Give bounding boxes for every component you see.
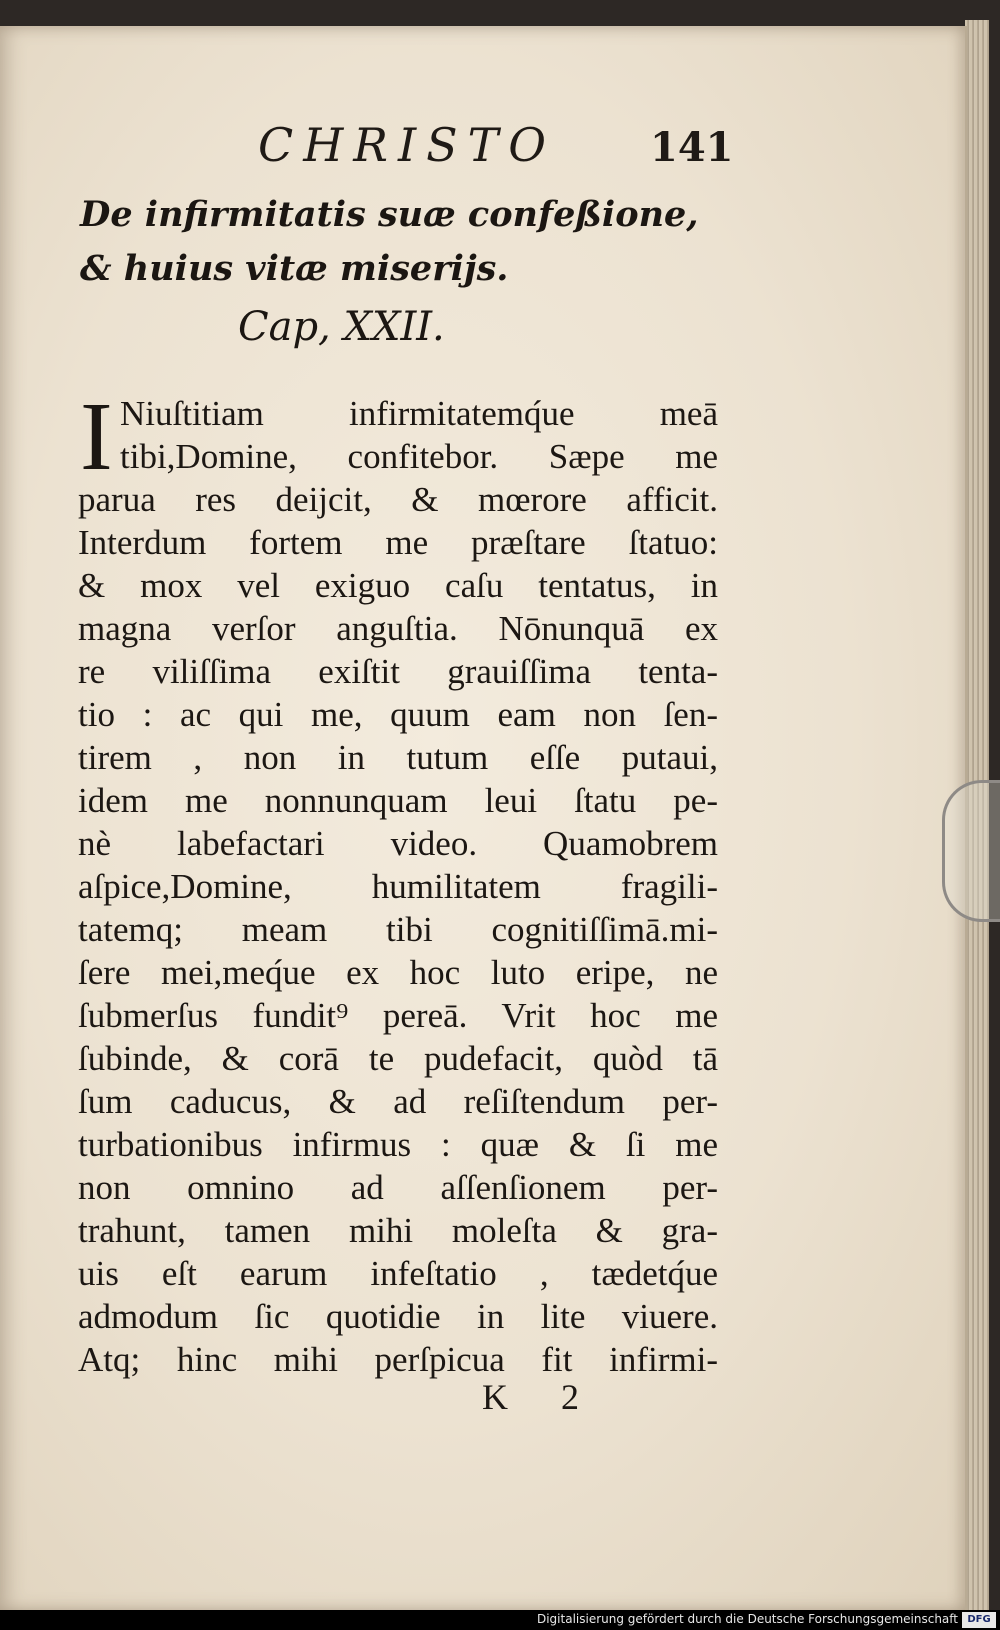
catchword-signature: K 2 [482,1377,601,1417]
text-line: ſere mei,meq́ue ex hoc luto eripe, ne [78,953,718,992]
dfg-logo: DFG [962,1612,996,1628]
text-line: trahunt, tamen mihi moleſta & gra- [78,1211,718,1250]
chapter-number: Cap, XXII. [238,304,445,350]
text-line: tirem , non in tutum eſſe putaui, [78,738,718,777]
text-line: Niuſtitiam infirmitatemq́ue meā [120,394,718,433]
text-line: turbationibus infirmus : quæ & ſi me [78,1125,718,1164]
text-line: non omnino ad aſſenſionem per- [78,1168,718,1207]
text-line: idem me nonnunquam leui ſtatu pe- [78,781,718,820]
text-line: Atq; hinc mihi perſpicua fit infirmi- [78,1340,718,1379]
text-line: admodum ſic quotidie in lite viuere. [78,1297,718,1336]
text-line: nè labefactari video. Quamobrem [78,824,718,863]
text-line: re viliſſima exiſtit grauiſſima tenta- [78,652,718,691]
text-line: ſubinde, & corā te pudefacit, quòd tā [78,1039,718,1078]
text-line: aſpice,Domine, humilitatem fragili- [78,867,718,906]
text-line: tio : ac qui me, quum eam non ſen- [78,695,718,734]
funding-credit: Digitalisierung gefördert durch die Deutsche Forschungsgemeinschaft [536,1612,958,1626]
text-line: Interdum fortem me præſtare ſtatuo: [78,523,718,562]
folio-number: 141 [650,124,734,171]
body-text [78,383,718,1381]
drop-cap: I [80,383,113,491]
text-line: uis eſt earum infeſtatio , tædetq́ue [78,1254,718,1293]
text-line: & mox vel exiguo caſu tentatus, in [78,566,718,605]
text-line: magna verſor anguſtia. Nōnunquā ex [78,609,718,648]
chapter-title: De infirmitatis suæ confeßione, & huius vitæ miserijs. [80,194,699,289]
text-line: ſubmerſus fundit⁹ pereā. Vrit hoc me [78,996,718,1035]
text-line: tibi,Domine, confitebor. Sæpe me [120,437,718,476]
running-head: CHRISTO [258,118,557,172]
page-clip [942,780,1000,922]
text-line: parua res deijcit, & mœrore afficit. [78,480,718,519]
text-line: ſum caducus, & ad reſiſtendum per- [78,1082,718,1121]
text-line: tatemq; meam tibi cognitiſſimā.mi- [78,910,718,949]
